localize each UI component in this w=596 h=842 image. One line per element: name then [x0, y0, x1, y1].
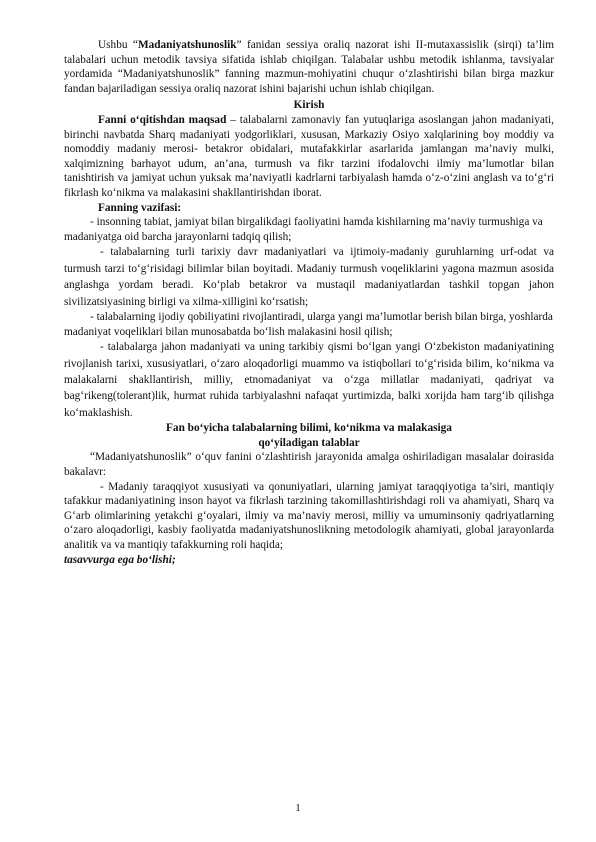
task-item-4: - talabalarga jahon madaniyati va uning tarkibiy qismi bo‘lgan yangi O‘zbekiston madaniyatining rivojlanish tarixi, xususiyatlari, o‘zaro aloqadorligi muammo va istiqbollari to‘g‘risida bilim, ko‘nikma va malakalarni shakllantirish, milliy, etnomadaniyat va o‘zga millatlar madaniyati, qadriyat va bag‘rikeng(tolerant)lik, hurmat ruhida tarbiyalashni nafaqat yurtimizda, balki xorijda ham targ‘ib qilishga ko‘maklashish.: [64, 341, 554, 419]
intro-text-start: Ushbu “: [98, 39, 138, 51]
requirements-heading-line-1: Fan bo‘yicha talabalarning bilimi, ko‘nikma va malakasiga: [166, 422, 452, 435]
goal-label: Fanni o‘qitishdan maqsad: [98, 113, 227, 126]
tasks-label: Fanning vazifasi:: [98, 201, 182, 214]
goal-paragraph: [64, 113, 554, 201]
section-heading-kirish: Kirish: [293, 99, 325, 112]
task-item-2: - talabalarning turli tarixiy davr madaniyatlari va ijtimoiy-madaniy guruhlarning urf-odat va turmush tarzi to‘g‘risidagi bilimlar bilan boyitadi. Madaniy turmush voqeliklarini yagona mazmun asosida anglashga yordam beradi. Ko‘plab betakror va mustaqil madaniyatlardan tashkil topgan jahon sivilizatsiyasining birligi va xilma-xilligini ko‘rsatish;: [64, 246, 554, 308]
intro-paragraph: [64, 38, 554, 96]
requirements-item-1: - Madaniy taraqqiyot xususiyati va qonuniyatlari, ularning jamiyat taraqqiyotiga ta’siri, mantiqiy tafakkur madaniyatining inson hayot va fikrlash tarzining takomillashtirishdagi roli va ahamiyati, Sharq va G‘arb olimlarining yetakchi g‘oyalari, ilmiy va ma’naviy merosi, milliy va umuminsoniy qadriyatlarning o‘zaro aloqadorligi, kasbiy faoliyatda madaniyatshunoslikning metodologik ahamiyati, global jarayonlarda analitik va va mantiqiy tafakkurning roli haqida;: [64, 480, 554, 551]
intro-text-rest: ” fanidan sessiya oraliq nazorat ishi II-mutaxassislik (sirqi) ta’lim talabalari uchun metodik tavsiya sifatida ishlab chiqilgan. Talabalar ushbu metodik ishlanma, tavsiyalar yordamida “Madaniyatshunoslik” fanning mazmun-mohiyatini chuqur o‘zlashtirishi bilan birga mazkur fandan bajariladigan sessiya oraliq nazorat ishini bajarishi uchun ishlab chiqilgan.: [64, 39, 554, 95]
requirements-heading-line-2: qo‘yiladigan talablar: [258, 436, 360, 449]
requirements-tail: tasavvurga ega bo‘lishi;: [64, 553, 176, 566]
requirements-intro: “Madaniyatshunoslik” o‘quv fanini o‘zlashtirish jarayonida amalga oshiriladigan masalalar doirasida bakalavr:: [64, 451, 554, 478]
page-number: 1: [295, 802, 301, 814]
task-item-3: - talabalarning ijodiy qobiliyatini rivojlantiradi, ularga yangi ma’lumotlar berish bilan birga, yoshlarda madaniyat voqeliklari bilan munosabatda bo‘lish malakasini hosil qilish;: [64, 310, 553, 338]
goal-text: – talabalarni zamonaviy fan yutuqlariga asoslangan jahon madaniyati, birinchi navbatda Sharq madaniyati yodgorliklari, xususan, Markaziy Osiyo xalqlarining boy moddiy va nomoddiy madaniy merosi- betakror obidalari, mutafakkirlar asarlarida jamlangan ma’naviy mulki, xalqimizning barhayot udum, an’ana, turmush va fikr tarzini ifodalovchi ilmiy ma’lumotlar bilan tanishtirish va jamiyat uchun yuksak ma’naviyatli kadrlarni tarbiyalash hamda o‘z-o‘zini anglash va to‘g‘ri fikrlash ko‘nikma va malakasini shakllantirishdan iborat.: [64, 113, 554, 199]
task-item-1: - insonning tabiat, jamiyat bilan birgalikdagi faoliyatini hamda kishilarning ma’naviy turmushiga va madaniyatga oid barcha jarayonlarni tadqiq qilish;: [64, 216, 543, 243]
subject-name: Madaniyatshunoslik: [137, 39, 237, 51]
